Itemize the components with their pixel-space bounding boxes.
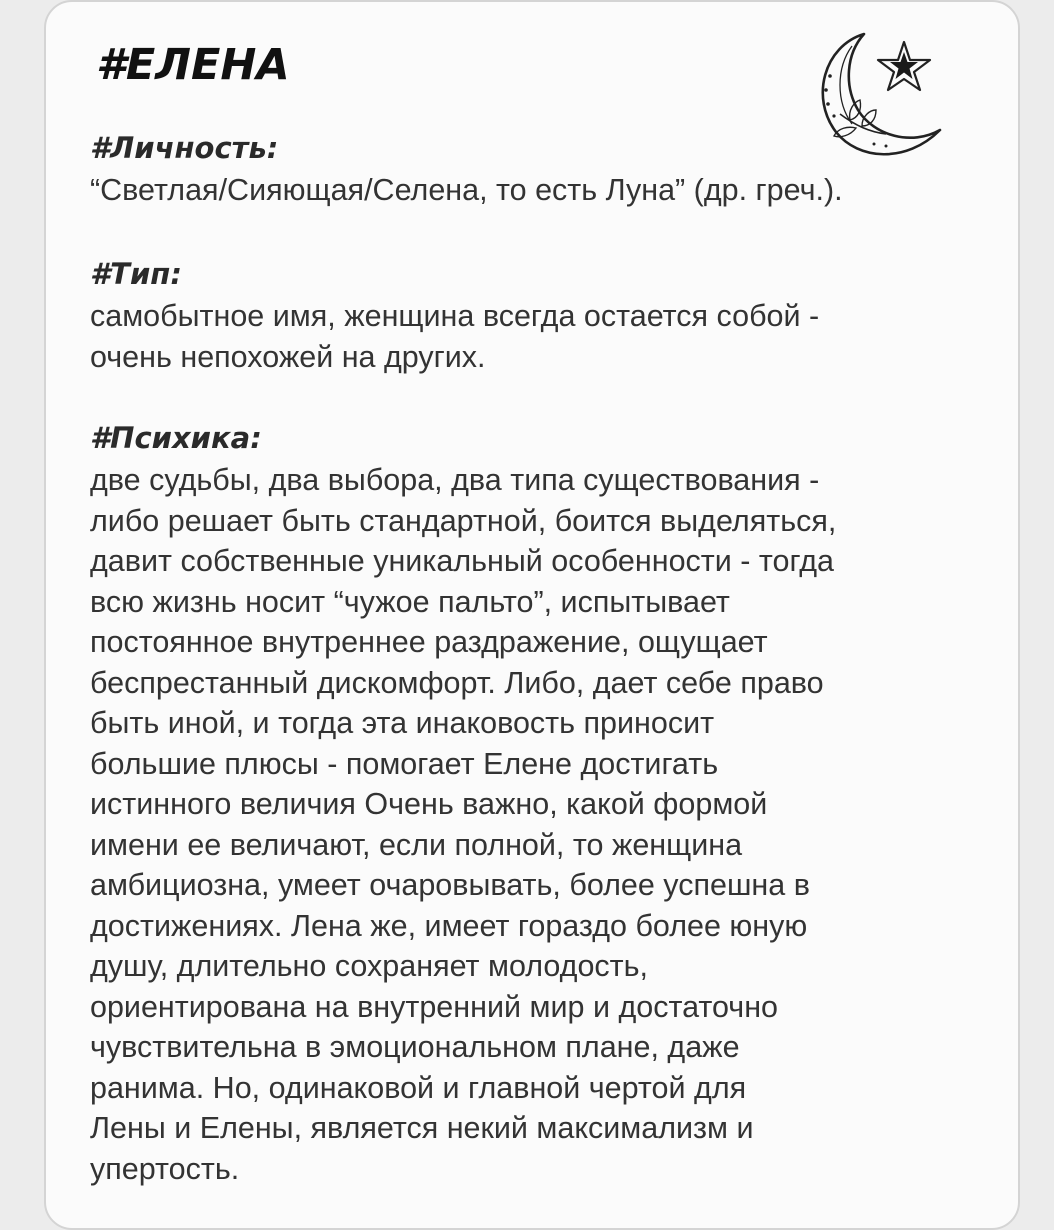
- personality-text: “Светлая/Сияющая/Селена, то есть Луна” (др. греч.).: [90, 173, 843, 207]
- section-type: [90, 256, 1000, 377]
- personality-heading: #Личность:: [90, 131, 279, 165]
- page-title: #ЕЛЕНА: [96, 40, 290, 90]
- type-text: самобытное имя, женщина всегда остается собой - очень непохожей на других.: [90, 299, 820, 374]
- psyche-text: две судьбы, два выбора, два типа существования - либо решает быть стандартной, боится выделяться, давит собственные уникальный особенности - тогда всю жизнь носит “чужое пальто”, испытывает постоянное внутреннее раздражение, ощущает беспрестанный дискомфорт. Либо, дает себе право быть иной, и тогда эта инаковость приносит большие плюсы - помогает Елене достигать истинного величия Очень важно, какой формой имени ее величают, если полной, то женщина амбициозна, умеет очаровывать, более успешна в достижениях. Лена же, имеет гораздо более юную душу, длительно сохраняет молодость, ориентирована на внутренний мир и достаточно чувствительна в эмоциональном плане, даже ранима. Но, одинаковой и главной чертой для Лены и Елены, является некий максимализм и упертость.: [90, 463, 837, 1186]
- psyche-heading: #Психика:: [90, 421, 262, 455]
- type-heading: #Тип:: [90, 257, 182, 291]
- section-psyche: [90, 420, 1000, 1189]
- section-personality: [90, 130, 1000, 211]
